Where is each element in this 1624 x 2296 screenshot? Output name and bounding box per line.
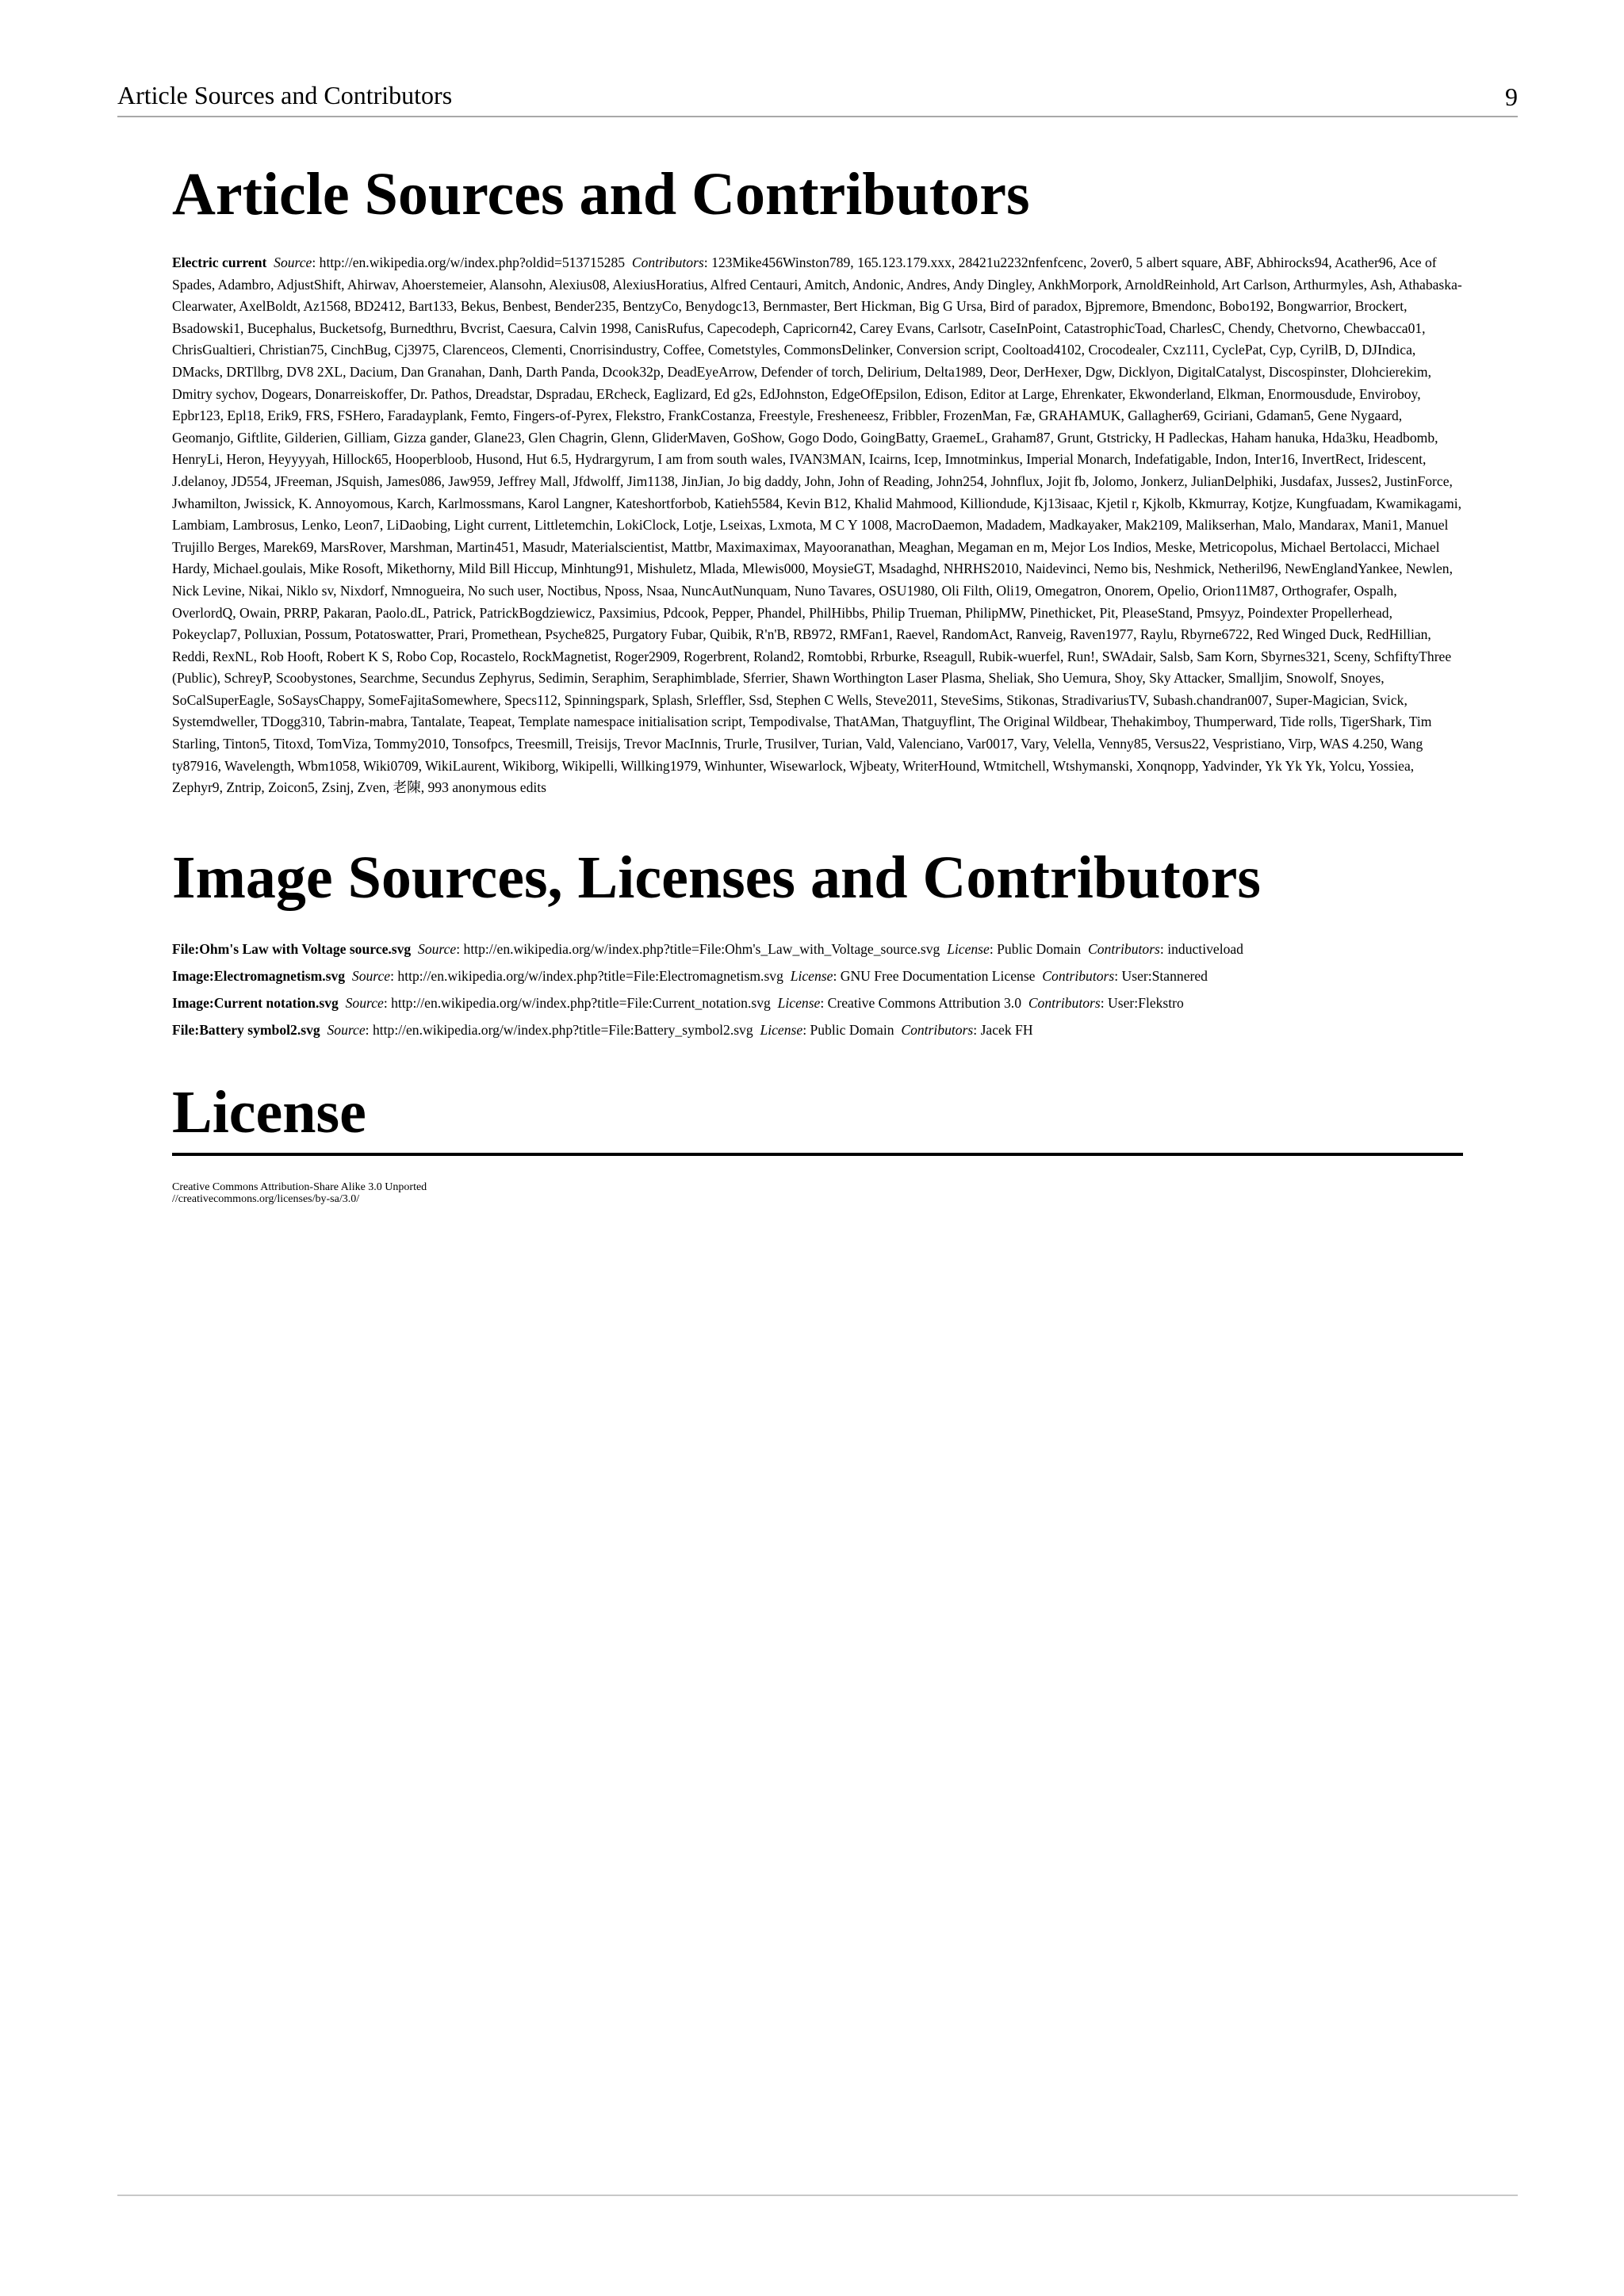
image-title: Image:Current notation.svg: [172, 994, 339, 1011]
image-source-url[interactable]: http://en.wikipedia.org/w/index.php?title=File:Battery_symbol2.svg: [372, 1021, 753, 1038]
page-header: [117, 78, 1518, 117]
image-contributors: User:Stannered: [1121, 967, 1208, 984]
image-item: Image:Current notation.svg Source: http://en.wikipedia.org/w/index.php?title=File:Current_notation.svg License: Creative Commons Attribution 3.0 Contributors: User:Flekstro: [172, 994, 1184, 1011]
image-license: Public Domain: [997, 940, 1082, 957]
license-label: License: [777, 994, 821, 1011]
article-source-url[interactable]: http://en.wikipedia.org/w/index.php?oldid=513715285: [319, 254, 626, 270]
image-item: File:Ohm's Law with Voltage source.svg Source: http://en.wikipedia.org/w/index.php?title=File:Ohm's_Law_with_Voltage_source.svg License: Public Domain Contributors: inductiveload: [172, 940, 1243, 957]
article-sources-heading: Article Sources and Contributors: [172, 161, 1030, 228]
image-source-url[interactable]: http://en.wikipedia.org/w/index.php?title=File:Electromagnetism.svg: [397, 967, 783, 984]
contributors-label: Contributors: [1087, 940, 1160, 957]
image-contributors: User:Flekstro: [1108, 994, 1184, 1011]
image-contributors: Jacek FH: [980, 1021, 1033, 1038]
article-entry: Electric current Source: http://en.wikipedia.org/w/index.php?oldid=513715285 Contributors: 123Mike456Winston789, 165.123.179.xxx, 28421u2232nfenfcenc, 2over0, 5 albert square, ABF, Abhirocks94, Acather96, Ace of Spades, Adambro, AdjustShift, Ahirwav, Ahoerstemeier, Alansohn, Alexius08, AlexiusHoratius, Alfred Centauri, Amitch, Andonic, Andres, Andy Dingley, AnkhMorpork, ArnoldReinhold, Art Carlson, Arthurmyles, Ash, Athabaska-Clearwater, AxelBoldt, Az1568, BD2412, Bart133, Bekus, Benbest, Bender235, BentzyCo, Benydogc13, Bernmaster, Bert Hickman, Big G Ursa, Bird of paradox, Bjpremore, Bmendonc, Bobo192, Bongwarrior, Brockert, Bsadowski1, Bucephalus, Bucketsofg, Burnedthru, Bvcrist, Caesura, Calvin 1998, CanisRufus, Capecodeph, Capricorn42, Carey Evans, Carlsotr, CaseInPoint, CatastrophicToad, CharlesC, Chendy, Chetvorno, Chewbacca01, ChrisGualtieri, Christian75, CinchBug, Cj3975, Clarenceos, Clementi, Cnorrisindustry, Coffee, Cometstyles, CommonsDelinker, Conversion script, Cooltoad4102, Crocodealer, Cxz111, CyclePat, Cyp, CyrilB, D, DJIndica, DMacks, DRTllbrg, DV8 2XL, Dacium, Dan Granahan, Danh, Darth Panda, Dcook32p, DeadEyeArrow, Defender of torch, Delirium, Delta1989, Deor, DerHexer, Dgw, Dicklyon, DigitalCatalyst, Discospinster, Dlohcierekim, Dmitry sychov, Dogears, Donarreiskoffer, Dr. Pathos, Dreadstar, Dspradau, ERcheck, Eaglizard, Ed g2s, EdJohnston, EdgeOfEpsilon, Edison, Editor at Large, Ehrenkater, Ekwonderland, Elkman, Enormousdude, Enviroboy, Epbr123, Epl18, Erik9, FRS, FSHero, Faradayplank, Femto, Fingers-of-Pyrex, Flekstro, FrankCostanza, Freestyle, Fresheneesz, Fribbler, FrozenMan, Fæ, GRAHAMUK, Gallagher69, Gciriani, Gdaman5, Gene Nygaard, Geomanjo, Giftlite, Gilderien, Gilliam, Gizza gander, Glane23, Glen Chagrin, Glenn, GliderMaven, GoShow, Gogo Dodo, GoingBatty, GraemeL, Graham87, Grunt, Gtstricky, H Padleckas, Haham hanuka, Hda3ku, Headbomb, HenryLi, Heron, Heyyyyah, Hillock65, Hooperbloob, Husond, Hut 6.5, Hydrargyrum, I am from south wales, IVAN3MAN, Icairns, Icep, Imnotminkus, Imperial Monarch, Indefatigable, Indon, Inter16, InvertRect, Iridescent, J.delanoy, JD554, JFreeman, JSquish, James086, Jaw959, Jeffrey Mall, Jfdwolff, Jim1138, JinJian, Jo big daddy, John, John of Reading, John254, Johnflux, Jojit fb, Jolomo, Jonkerz, JulianDelphiki, Jusdafax, Jusses2, JustinForce, Jwhamilton, Jwissick, K. Annoyomous, Karch, Karlmossmans, Karol Langner, Kateshortforbob, Katieh5584, Kevin B12, Khalid Mahmood, Killiondude, Kj13isaac, Kjetil r, Kjkolb, Kkmurray, Kotjze, Kungfuadam, Kwamikagami, Lambiam, Lambrosus, Lenko, Leon7, LiDaobing, Light current, Littletemchin, LokiClock, Lotje, Lseixas, Lxmota, M C Y 1008, MacroDaemon, Madadem, Madkayaker, Mak2109, Malikserhan, Malo, Mandarax, Mani1, Manuel Trujillo Berges, Marek69, MarsRover, Marshman, Martin451, Masudr, Materialscientist, Mattbr, Maximaximax, Mayooranathan, Meaghan, Megaman en m, Mejor Los Indios, Meske, Metricopolus, Michael Bertolacci, Michael Hardy, Michael.goulais, Mike Rosoft, Mikethorny, Mild Bill Hiccup, Minhtung91, Mishuletz, Mlada, Mlewis000, MoysieGT, Msadaghd, NHRHS2010, Naidevinci, Nemo bis, Neshmick, Netheril96, NewEnglandYankee, Newlen, Nick Levine, Nikai, Niklo sv, Nixdorf, Nmnogueira, No such user, Noctibus, Nposs, Nsaa, NuncAutNunquam, Nuno Tavares, OSU1980, Oli Filth, Oli19, Omegatron, Onorem, Opelio, Orion11M87, Orthografer, Ospalh, OverlordQ, Owain, PRRP, Pakaran, Paolo.dL, Patrick, PatrickBogdziewicz, Paxsimius, Pdcook, Pepper, Phandel, PhilHibbs, Philip Trueman, PhilipMW, Pinethicket, Pit, PleaseStand, Pmsyyz, Poindexter Propellerhead, Pokeyclap7, Polluxian, Possum, Potatoswatter, Prari, Promethean, Psyche825, Purgatory Fubar, Quibik, R'n'B, RB972, RMFan1, Raevel, RandomAct, Ranveig, Raven1977, Raylu, Rbyrne6722, Red Winged Duck, RedHillian, Reddi, RexNL, Rob Hooft, Robert K S, Robo Cop, Rocastelo, RockMagnetist, Roger2909, Rogerbrent, Roland2, Romtobbi, Rrburke, Rseagull, Rubik-wuerfel, Run!, SWAdair, Salsb, Sam Korn, Sbyrnes321, Sceny, SchfiftyThree (Public), SchreyP, Scoobystones, Searchme, Secundus Zephyrus, Sedimin, Seraphim, Seraphimblade, Sferrier, Shawn Worthington Laser Plasma, Sheliak, Sho Uemura, Shoy, Sky Attacker, Smalljim, Snowolf, Snoyes, SoCalSuperEagle, SoSaysChappy, SomeFajitaSomewhere, Specs112, Spinningspark, Splash, Srleffler, Ssd, Stephen C Wells, Steve2011, SteveSims, Stikonas, StradivariusTV, Subash.chandran007, Super-Magician, Svick, Systemdweller, TDogg310, Tabrin-mabra, Tantalate, Teapeat, Template namespace initialisation script, Tempodivalse, ThatAMan, Thatguyflint, The Original Wildbear, Thehakimboy, Thumperward, Tide rolls, TigerShark, Tim Starling, Tinton5, Titoxd, TomViza, Tommy2010, Tonsofpcs, Treesmill, Treisijs, Trevor MacInnis, Trurle, Trusilver, Turian, Vald, Valenciano, Var0017, Vary, Velella, Venny85, Versus22, Vespristiano, Virp, WAS 4.250, Wang ty87916, Wavelength, Wbm1058, Wiki0709, WikiLaurent, Wikiborg, Wikipelli, Willking1979, Winhunter, Wisewarlock, Wjbeaty, WriterHound, Wtmitchell, Wtshymanski, Xonqnopp, Yadvinder, Yk Yk Yk, Yolcu, Yossiea, Zephyr9, Zntrip, Zoicon5, Zsinj, Zven, 老陳, 993 anonymous edits: [172, 254, 1462, 796]
image-title: Image:Electromagnetism.svg: [172, 967, 346, 984]
contributors-label: Contributors: [631, 254, 704, 270]
image-source-url[interactable]: http://en.wikipedia.org/w/index.php?title=File:Current_notation.svg: [391, 994, 771, 1011]
source-label: Source: [327, 1021, 366, 1038]
image-license: GNU Free Documentation License: [840, 967, 1036, 984]
source-label: Source: [351, 967, 391, 984]
license-label: License: [760, 1021, 803, 1038]
license-label: License: [790, 967, 833, 984]
image-license: Creative Commons Attribution 3.0: [827, 994, 1022, 1011]
page-number: 9: [1505, 82, 1518, 111]
image-item: File:Battery symbol2.svg Source: http://en.wikipedia.org/w/index.php?title=File:Battery_symbol2.svg License: Public Domain Contributors: Jacek FH: [172, 1021, 1033, 1038]
image-contributors: inductiveload: [1167, 940, 1243, 957]
image-list: [172, 936, 1463, 1043]
license-url[interactable]: //creativecommons.org/licenses/by-sa/3.0/: [172, 1192, 360, 1205]
article-contributors: 123Mike456Winston789, 165.123.179.xxx, 28421u2232nfenfcenc, 2over0, 5 albert square, ABF, Abhirocks94, Acather96, Ace of Spades, Adambro, AdjustShift, Ahirwav, Ahoerstemeier, Alansohn, Alexius08, AlexiusHoratius, Alfred Centauri, Amitch, Andonic, Andres, Andy Dingley, AnkhMorpork, ArnoldReinhold, Art Carlson, Arthurmyles, Ash, Athabaska-Clearwater, AxelBoldt, Az1568, BD2412, Bart133, Bekus, Benbest, Bender235, BentzyCo, Benydogc13, Bernmaster, Bert Hickman, Big G Ursa, Bird of paradox, Bjpremore, Bmendonc, Bobo192, Bongwarrior, Brockert, Bsadowski1, Bucephalus, Bucketsofg, Burnedthru, Bvcrist, Caesura, Calvin 1998, CanisRufus, Capecodeph, Capricorn42, Carey Evans, Carlsotr, CaseInPoint, CatastrophicToad, CharlesC, Chendy, Chetvorno, Chewbacca01, ChrisGualtieri, Christian75, CinchBug, Cj3975, Clarenceos, Clementi, Cnorrisindustry, Coffee, Cometstyles, CommonsDelinker, Conversion script, Cooltoad4102, Crocodealer, Cxz111, CyclePat, Cyp, CyrilB, D, DJIndica, DMacks, DRTllbrg, DV8 2XL, Dacium, Dan Granahan, Danh, Darth Panda, Dcook32p, DeadEyeArrow, Defender of torch, Delirium, Delta1989, Deor, DerHexer, Dgw, Dicklyon, DigitalCatalyst, Discospinster, Dlohcierekim, Dmitry sychov, Dogears, Donarreiskoffer, Dr. Pathos, Dreadstar, Dspradau, ERcheck, Eaglizard, Ed g2s, EdJohnston, EdgeOfEpsilon, Edison, Editor at Large, Ehrenkater, Ekwonderland, Elkman, Enormousdude, Enviroboy, Epbr123, Epl18, Erik9, FRS, FSHero, Faradayplank, Femto, Fingers-of-Pyrex, Flekstro, FrankCostanza, Freestyle, Fresheneesz, Fribbler, FrozenMan, Fæ, GRAHAMUK, Gallagher69, Gciriani, Gdaman5, Gene Nygaard, Geomanjo, Giftlite, Gilderien, Gilliam, Gizza gander, Glane23, Glen Chagrin, Glenn, GliderMaven, GoShow, Gogo Dodo, GoingBatty, GraemeL, Graham87, Grunt, Gtstricky, H Padleckas, Haham hanuka, Hda3ku, Headbomb, HenryLi, Heron, Heyyyyah, Hillock65, Hooperbloob, Husond, Hut 6.5, Hydrargyrum, I am from south wales, IVAN3MAN, Icairns, Icep, Imnotminkus, Imperial Monarch, Indefatigable, Indon, Inter16, InvertRect, Iridescent, J.delanoy, JD554, JFreeman, JSquish, James086, Jaw959, Jeffrey Mall, Jfdwolff, Jim1138, JinJian, Jo big daddy, John, John of Reading, John254, Johnflux, Jojit fb, Jolomo, Jonkerz, JulianDelphiki, Jusdafax, Jusses2, JustinForce, Jwhamilton, Jwissick, K. Annoyomous, Karch, Karlmossmans, Karol Langner, Kateshortforbob, Katieh5584, Kevin B12, Khalid Mahmood, Killiondude, Kj13isaac, Kjetil r, Kjkolb, Kkmurray, Kotjze, Kungfuadam, Kwamikagami, Lambiam, Lambrosus, Lenko, Leon7, LiDaobing, Light current, Littletemchin, LokiClock, Lotje, Lseixas, Lxmota, M C Y 1008, MacroDaemon, Madadem, Madkayaker, Mak2109, Malikserhan, Malo, Mandarax, Mani1, Manuel Trujillo Berges, Marek69, MarsRover, Marshman, Martin451, Masudr, Materialscientist, Mattbr, Maximaximax, Mayooranathan, Meaghan, Megaman en m, Mejor Los Indios, Meske, Metricopolus, Michael Bertolacci, Michael Hardy, Michael.goulais, Mike Rosoft, Mikethorny, Mild Bill Hiccup, Minhtung91, Mishuletz, Mlada, Mlewis000, MoysieGT, Msadaghd, NHRHS2010, Naidevinci, Nemo bis, Neshmick, Netheril96, NewEnglandYankee, Newlen, Nick Levine, Nikai, Niklo sv, Nixdorf, Nmnogueira, No such user, Noctibus, Nposs, Nsaa, NuncAutNunquam, Nuno Tavares, OSU1980, Oli Filth, Oli19, Omegatron, Onorem, Opelio, Orion11M87, Orthografer, Ospalh, OverlordQ, Owain, PRRP, Pakaran, Paolo.dL, Patrick, PatrickBogdziewicz, Paxsimius, Pdcook, Pepper, Phandel, PhilHibbs, Philip Trueman, PhilipMW, Pinethicket, Pit, PleaseStand, Pmsyyz, Poindexter Propellerhead, Pokeyclap7, Polluxian, Possum, Potatoswatter, Prari, Promethean, Psyche825, Purgatory Fubar, Quibik, R'n'B, RB972, RMFan1, Raevel, RandomAct, Ranveig, Raven1977, Raylu, Rbyrne6722, Red Winged Duck, RedHillian, Reddi, RexNL, Rob Hooft, Robert K S, Robo Cop, Rocastelo, RockMagnetist, Roger2909, Rogerbrent, Roland2, Romtobbi, Rrburke, Rseagull, Rubik-wuerfel, Run!, SWAdair, Salsb, Sam Korn, Sbyrnes321, Sceny, SchfiftyThree (Public), SchreyP, Scoobystones, Searchme, Secundus Zephyrus, Sedimin, Seraphim, Seraphimblade, Sferrier, Shawn Worthington Laser Plasma, Sheliak, Sho Uemura, Shoy, Sky Attacker, Smalljim, Snowolf, Snoyes, SoCalSuperEagle, SoSaysChappy, SomeFajitaSomewhere, Specs112, Spinningspark, Splash, Srleffler, Ssd, Stephen C Wells, Steve2011, SteveSims, Stikonas, StradivariusTV, Subash.chandran007, Super-Magician, Svick, Systemdweller, TDogg310, Tabrin-mabra, Tantalate, Teapeat, Template namespace initialisation script, Tempodivalse, ThatAMan, Thatguyflint, The Original Wildbear, Thehakimboy, Thumperward, Tide rolls, TigerShark, Tim Starling, Tinton5, Titoxd, TomViza, Tommy2010, Tonsofpcs, Treesmill, Treisijs, Trevor MacInnis, Trurle, Trusilver, Turian, Vald, Valenciano, Var0017, Vary, Velella, Venny85, Versus22, Vespristiano, Virp, WAS 4.250, Wang ty87916, Wavelength, Wbm1058, Wiki0709, WikiLaurent, Wikiborg, Wikipelli, Willking1979, Winhunter, Wisewarlock, Wjbeaty, WriterHound, Wtmitchell, Wtshymanski, Xonqnopp, Yadvinder, Yk Yk Yk, Yolcu, Yossiea, Zephyr9, Zntrip, Zoicon5, Zsinj, Zven, 老陳, 993 anonymous edits: [172, 254, 1462, 796]
image-source-url[interactable]: http://en.wikipedia.org/w/index.php?title=File:Ohm's_Law_with_Voltage_source.svg: [463, 940, 940, 957]
source-label: Source: [274, 254, 312, 270]
contributors-label: Contributors: [1028, 994, 1101, 1011]
license-heading: License: [172, 1077, 1463, 1156]
source-label: Source: [345, 994, 384, 1011]
license-text: [172, 1181, 1463, 1205]
page-content: [172, 159, 1463, 1205]
image-license: Public Domain: [810, 1021, 894, 1038]
image-title: File:Battery symbol2.svg: [172, 1021, 320, 1038]
contributors-label: Contributors: [901, 1021, 974, 1038]
image-title: File:Ohm's Law with Voltage source.svg: [172, 940, 412, 957]
page-footer-rule: [117, 2195, 1518, 2196]
article-title: Electric current: [172, 254, 267, 270]
license-name: Creative Commons Attribution-Share Alike 3.0 Unported: [172, 1181, 427, 1193]
image-sources-heading: Image Sources, Licenses and Contributors: [172, 844, 1261, 911]
image-item: Image:Electromagnetism.svg Source: http://en.wikipedia.org/w/index.php?title=File:Electromagnetism.svg License: GNU Free Documentation License Contributors: User:Stannered: [172, 967, 1208, 984]
running-title: Article Sources and Contributors: [117, 81, 453, 109]
source-label: Source: [418, 940, 457, 957]
contributors-label: Contributors: [1042, 967, 1115, 984]
license-label: License: [947, 940, 990, 957]
